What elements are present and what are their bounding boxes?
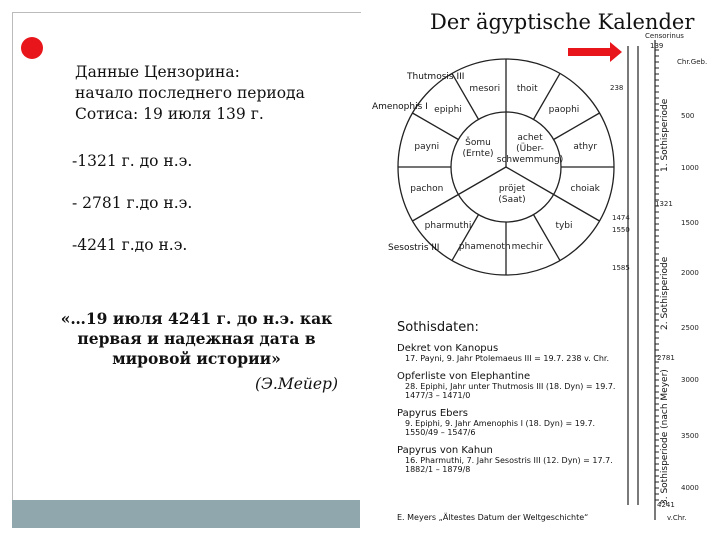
quote-line: мировой истории» xyxy=(112,349,281,368)
month-divider xyxy=(554,195,600,222)
season-label: achet xyxy=(517,133,543,143)
month-label: thoit xyxy=(516,83,538,94)
timeline-label: 1474 xyxy=(612,214,630,222)
month-label: tybi xyxy=(555,220,573,231)
month-label: pharmuthi xyxy=(424,220,472,231)
timeline-label: 500 xyxy=(681,112,695,120)
sothis-footer: E. Meyers „Ältestes Datum der Weltgeschichte“ xyxy=(397,513,589,522)
timeline-label: 2781 xyxy=(657,354,675,362)
sothis-title: Sothisdaten: xyxy=(397,320,479,335)
period-caption: 1. Sothisperiode xyxy=(660,98,670,172)
date-1321: -1321 г. до н.э. xyxy=(72,152,193,170)
timeline-label: Chr.Geb. xyxy=(677,58,708,66)
side-label: Amenophis I xyxy=(372,102,428,112)
quote-line: первая и надежная дата в xyxy=(77,329,316,348)
timeline-label: 2500 xyxy=(681,324,699,332)
month-label: pachon xyxy=(410,184,444,195)
month-label: mechir xyxy=(511,242,543,253)
season-label: Šomu xyxy=(465,138,491,148)
timeline-label: v.Chr. xyxy=(667,514,687,522)
month-label: payni xyxy=(414,141,440,152)
month-label: mesori xyxy=(469,83,501,94)
date-2781: - 2781 г.до н.э. xyxy=(72,194,193,212)
timeline-label: 1550 xyxy=(612,226,630,234)
period-caption: 3. Sothisperiode (nach Meyer) xyxy=(660,369,670,505)
timeline-label: 139 xyxy=(650,42,664,50)
season-label: (Ernte) xyxy=(462,149,494,159)
month-divider xyxy=(412,195,458,222)
side-label: Sesostris III xyxy=(388,243,440,253)
source-name: Dekret von Kanopus xyxy=(397,343,499,354)
source-name: Opferliste von Elephantine xyxy=(397,371,531,382)
source-name: Papyrus Ebers xyxy=(397,408,468,419)
month-divider xyxy=(554,113,600,140)
season-label: schwemmung) xyxy=(496,155,564,165)
timeline-label: 3500 xyxy=(681,432,699,440)
timeline-label: 4241 xyxy=(657,501,675,509)
date-4241: -4241 г.до н.э. xyxy=(72,236,188,254)
month-label: choiak xyxy=(570,184,600,195)
month-label: phamenoth xyxy=(458,242,511,253)
timeline-label: 4000 xyxy=(681,484,699,492)
quote-line: «…19 июля 4241 г. до н.э. как xyxy=(60,309,333,328)
source-detail: 28. Epiphi, Jahr unter Thutmosis III (18. Dyn) = 19.7. 1477/3 – 1471/0 xyxy=(405,382,616,400)
source-detail: 17. Payni, 9. Jahr Ptolemaeus III = 19.7. 238 v. Chr. xyxy=(405,354,610,363)
timeline-label: 1500 xyxy=(681,219,699,227)
timeline-label: Censorinus xyxy=(645,32,684,40)
timeline-label: 1000 xyxy=(681,164,699,172)
sothis-data xyxy=(397,320,627,474)
timeline-label: 1585 xyxy=(612,264,630,272)
month-label: athyr xyxy=(573,141,598,152)
calendar-title: Der ägyptische Kalender xyxy=(430,10,695,34)
source-name: Papyrus von Kahun xyxy=(397,445,493,456)
red-arrow-icon xyxy=(568,42,622,62)
timeline-label: 2000 xyxy=(681,269,699,277)
season-label: (Über- xyxy=(516,144,544,154)
quote-author: (Э.Мейер) xyxy=(254,375,338,393)
season-label: pröjet xyxy=(498,184,526,194)
timeline-label: 238 xyxy=(610,84,624,92)
month-label: epiphi xyxy=(434,105,462,116)
season-label: (Saat) xyxy=(498,195,526,205)
month-label: paophi xyxy=(548,105,580,116)
source-detail: 16. Pharmuthi, 7. Jahr Sesostris III (12. Dyn) = 17.7. 1882/1 – 1879/8 xyxy=(405,456,613,474)
intro-line: начало последнего периода xyxy=(75,84,305,102)
month-divider xyxy=(412,113,458,140)
timeline-label: 3000 xyxy=(681,376,699,384)
side-label: Thutmosis III xyxy=(407,72,465,82)
period-caption: 2. Sothisperiode xyxy=(660,256,670,330)
intro-line: Сотиса: 19 июля 139 г. xyxy=(75,105,264,123)
timeline-label: 1321 xyxy=(655,200,673,208)
source-detail: 9. Epiphi, 9. Jahr Amenophis I (18. Dyn) = 19.7. 1550/49 – 1547/6 xyxy=(405,419,596,437)
intro-line: Данные Цензорина: xyxy=(75,63,240,81)
